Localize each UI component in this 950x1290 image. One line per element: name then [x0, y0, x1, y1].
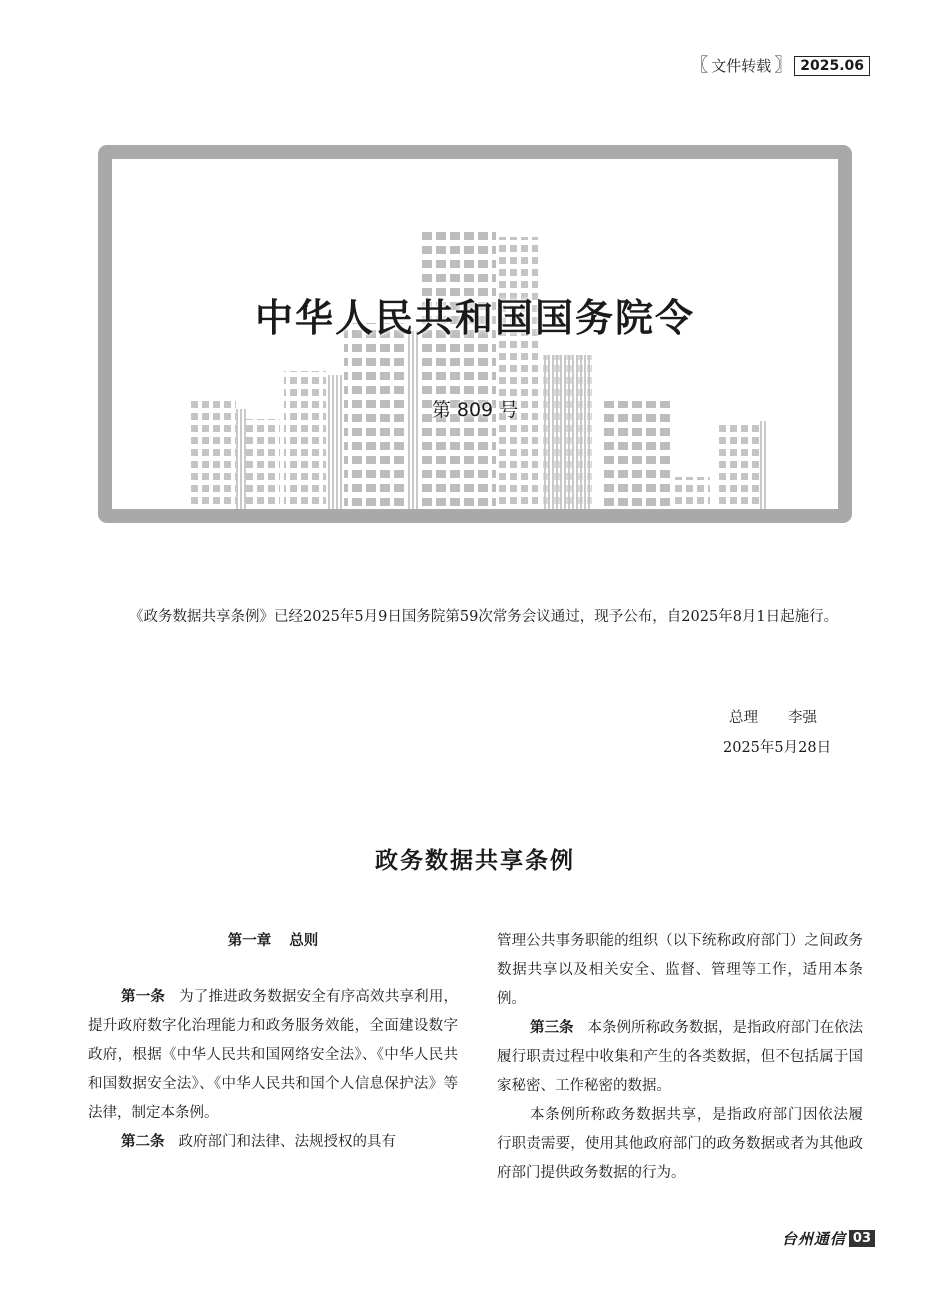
article-3-label: 第三条 [530, 1020, 574, 1036]
article-1-label: 第一条 [121, 989, 166, 1005]
chapter-number: 第一章 [227, 933, 272, 949]
decree-text: 《政务数据共享条例》已经2025年5月9日国务院第59次常务会议通过，现予公布，自2025年8月1日起施行。 [129, 608, 839, 625]
page-number: 03 [849, 1230, 875, 1247]
decree-title: 中华人民共和国国务院令 [254, 295, 695, 340]
skyline-buildings [190, 229, 766, 509]
page-footer [782, 1228, 875, 1249]
left-column [88, 927, 458, 1157]
column-name: 文件转载 [711, 57, 772, 75]
issue-number: 2025.06 [794, 56, 870, 76]
right-column [497, 927, 863, 1188]
magazine-name: 台州通信 [781, 1230, 846, 1248]
signer-title: 总理 [729, 710, 758, 726]
decree-number: 第 809 号 [431, 399, 519, 421]
chapter-heading [88, 927, 458, 955]
article-3-text: 本条例所称政务数据，是指政府部门在依法履行职责过程中收集和产生的各类数据，但不包括属于国家秘密、工作秘密的数据。 [497, 1020, 863, 1094]
article-3-paragraph-2: 本条例所称政务数据共享，是指政府部门因依法履行职责需要，使用其他政府部门的政务数据或者为其他政府部门提供政务数据的行为。 [497, 1107, 863, 1181]
article-2-continued: 管理公共事务职能的组织（以下统称政府部门）之间政务数据共享以及相关安全、监督、管理等工作，适用本条例。 [497, 933, 863, 1007]
banner-inner [112, 159, 838, 509]
article-1 [88, 983, 458, 1128]
column-tag [690, 55, 870, 76]
signing-date: 2025年5月28日 [723, 740, 832, 756]
signature-line [729, 706, 817, 727]
title-banner [98, 145, 852, 523]
regulation-title: 政务数据共享条例 [375, 848, 575, 874]
left-bracket-icon: 〖 [690, 54, 709, 76]
article-2 [88, 1128, 458, 1157]
chapter-name: 总则 [289, 933, 319, 949]
signer-name: 李强 [788, 710, 817, 726]
article-1-text: 为了推进政务数据安全有序高效共享利用，提升政府数字化治理能力和政务服务效能，全面建设数字政府，根据《中华人民共和国网络安全法》、《中华人民共和国数据安全法》、《中华人民共和国个人信息保护法》等法律，制定本条例。 [88, 989, 459, 1121]
article-2-label: 第二条 [121, 1134, 165, 1150]
article-2-text: 政府部门和法律、法规授权的具有 [178, 1134, 396, 1150]
article-3 [497, 1014, 863, 1101]
right-bracket-icon: 〗 [774, 54, 793, 76]
